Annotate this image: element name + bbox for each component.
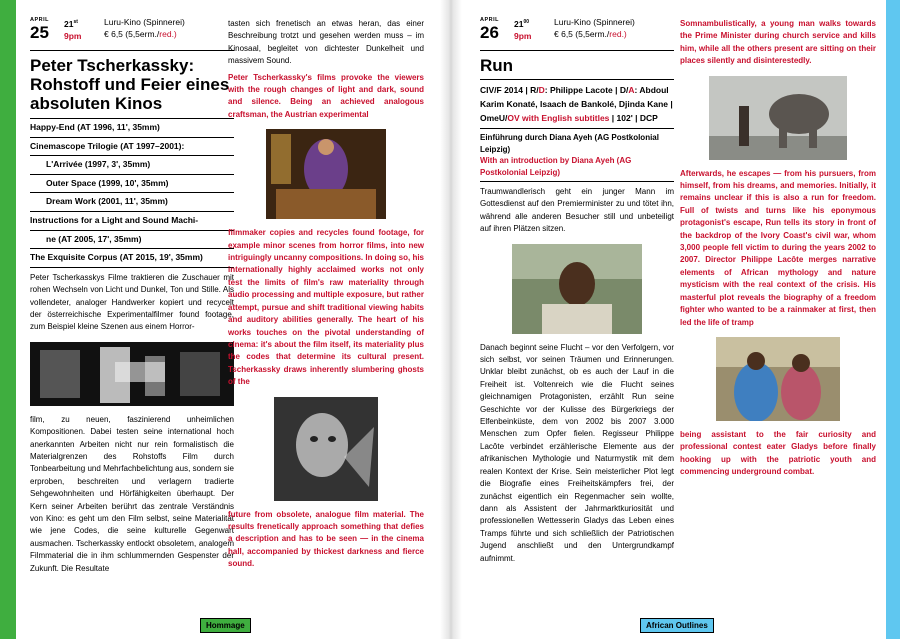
intro-german: Einführung durch Diana Ayeh (AG Postkolonial Leipzig)	[480, 128, 674, 155]
english-text-1: Somnambulistically, a young man walks towards the Prime Minister during church service and kills him, while all the others present are sitting on their places silently and disinterestedly.	[680, 19, 876, 66]
program-item: Outer Space (1999, 10', 35mm)	[30, 175, 234, 194]
left-page	[16, 0, 440, 639]
film-credits: CIV/F 2014 | R/D: Philippe Lacote | D/A: Abdoul Karim Konaté, Isaach de Bankolé, Djinda Kane | OmeU/OV with English subtitles | 102' | DCP	[480, 85, 673, 123]
german-text-2: Danach beginnt seine Flucht – vor den Verfolgern, vor sich selbst, vor seinen Träumen und Erinnerungen. Unklar bleibt zunächst, ob es auch der Lauf in die Freiheit ist. Voltenreich wie die Flucht seines gleichnamigen Protagonisten, erzählt Run seine Geschichte vor der Kulisse des Bürgerkriegs der Elfenbeinküste, dem von 2002 bis 2007 3.000 Menschen zum Opfer fielen. Regisseur Philippe Lacôte verbindet erzählerische Elemente aus der afrikanischen Mythologie und Naturmystik mit dem realen Kontext der Krise. Sein meisterlicher Plot legt die Biografie eines Freiheitskämpfers frei, der zunächst eigentlich ein Regenmacher sein wollte, dann als Assistent der Jahrmarktkuriosität und professionellen Wettesserin Gladys das Leben eines Tramps führte und sich schließlich der Patriotischen Jugend anschließt und den Untergrundkampf aufnimmt.	[480, 342, 674, 563]
program-item: L'Arrivée (1997, 3', 35mm)	[30, 156, 234, 175]
program-item: Cinemascope Trilogie (AT 1997–2001):	[30, 138, 234, 157]
film-still-elephant-image	[709, 76, 847, 160]
section-tag-african-outlines: African Outlines	[640, 618, 714, 633]
event-hour: $21^{00}$	[514, 18, 530, 29]
film-still-woman-image	[266, 129, 386, 219]
event-hour: 21st	[64, 18, 78, 29]
event-title: Peter Tscherkassky: Rohstoff und Feier eines absoluten Kinos	[30, 50, 234, 113]
section-color-stripe-blue	[886, 0, 900, 639]
event-time: 9pm	[514, 30, 532, 41]
left-column-2	[228, 18, 424, 571]
event-venue: Luru-Kino (Spinnerei)	[554, 17, 635, 27]
film-still-women-image	[716, 337, 840, 421]
event-venue: Luru-Kino (Spinnerei)	[104, 17, 185, 27]
german-text-3: tasten sich frenetisch an etwas heran, das einer Beschreibung trotzt und gesehen werden muss – im Kinosaal, begleitet von dichtester Dunkelheit und massivem Sound.	[228, 19, 424, 66]
english-text-1: Peter Tscherkassky's films provoke the viewers with the rough changes of light and dark, sound and silence. Being an achieved analogous craftsman, the Austrian experimental	[228, 72, 424, 119]
event-month: APRIL	[30, 17, 49, 23]
program-item: Dream Work (2001, 11', 35mm)	[30, 193, 234, 212]
german-text-1: Peter Tscherkasskys Filme traktieren die Zuschauer mit rohen Wechseln von Licht und Dunkel, Ton und Stille. Als vollendeter, analoger Handwerker kopiert und recycelt der österreichische Experimentalfilmer found footage, zum Beispiel kleine Szenen aus einem Horror-	[30, 272, 234, 332]
film-still-face-image	[274, 397, 378, 501]
book-gutter	[440, 0, 462, 639]
film-still-light-image	[30, 342, 234, 406]
event-price: € 6,5 (5,5erm./red.)	[554, 29, 627, 39]
english-text-2: Afterwards, he escapes — from his pursuers, from himself, from his dreams, and memories. Initially, it remains unclear if this is also a run for freedom. Full of twists and turns like his eponymous protagonist's escape, Run tells its story in front of the backdrop of the Ivory Coast's civil war, whom 3,000 people fell victim to during the years 2002 to 2007. Director Philippe Lacôte merges narrative elements of African mythology and nature mysticism with the real context of the crisis. His masterful plot reveals the biography of a freedom fighter who wanted to be a rainmaker at first, then led the life of tramp	[680, 168, 876, 327]
german-text-1: Traumwandlerisch geht ein junger Mann im Gottesdienst auf den Premierminister zu und tötet ihn, während alle anderen Besucher still und unbeteiligt auf ihren Plätzen sitzen.	[480, 187, 674, 234]
program-list	[30, 118, 234, 268]
event-day: 25	[30, 23, 49, 42]
event-time: 9pm	[64, 30, 82, 41]
program-item: The Exquisite Corpus (AT 2015, 19', 35mm)	[30, 249, 234, 268]
event-price: € 6,5 (5,5erm./red.)	[104, 29, 177, 39]
section-tag-hommage: Hommage	[200, 618, 251, 633]
english-text-3: future from obsolete, analogue film material. The results frenetically approach something that defies a description and has to be seen — in the cinema hall, accompanied by thickest darkness and fierce sound.	[228, 509, 424, 569]
english-text-2: filmmaker copies and recycles found footage, for example minor scenes from horror films, into new intriguingly uncanny compositions. In doing so, his internationally highly acclaimed works not only test the limits of film's raw materiality through audio processing and multiple exposure, but rather attempt, pursue and shift traditional viewing habits and auditory abilities generally. The heart of his works touches on the pivotal understanding of cinema: it's about the film itself, its materiality plus the codes that determine its cultural present. Tscherkassky draws inherently slumbering ghosts of the	[228, 228, 425, 387]
section-color-stripe-green	[0, 0, 16, 639]
event-month: APRIL	[480, 17, 499, 23]
film-still-man-image	[512, 244, 642, 334]
event-day: 26	[480, 23, 499, 42]
event-header	[480, 16, 674, 42]
event-title: Run	[480, 50, 674, 80]
right-column-2	[680, 18, 876, 479]
german-text-2: film, zu neuen, faszinierend unheimlichen Kompositionen. Dabei testen seine international hoch anerkannten Arbeiten nicht nur rein formalistisch die Materialgrenzen des Rohstoffs Film durch Tonbearbeitung und Mehrfachbelichtung aus, sondern sie erproben, beschreiten und verlagern tradierte Sehgewohnheiten und Hörfähigkeiten überhaupt. Der Kern seiner Arbeiten berührt das zentrale Verständnis von Kino: es geht um den Film selbst, seine Materialität wie jene Codes, die seine kulturelle Gegenwart ausmachen. Tscherkassky entlockt obsoletem, analogem Filmmaterial die in ihm schlummernden Gespenster der Zukunft. Die Resultate	[30, 414, 234, 573]
english-text-3: being assistant to the fair curiosity and professional contest eater Gladys before finally hooking up with the patriotic youth and commencing underground combat.	[680, 429, 876, 477]
right-column-1	[480, 16, 674, 565]
left-column-1	[30, 16, 234, 575]
program-item: Happy-End (AT 1996, 11', 35mm)	[30, 119, 234, 138]
intro-english: With an introduction by Diana Ayeh (AG Postkolonial Leipzig)	[480, 155, 674, 182]
event-header	[30, 16, 234, 42]
right-page	[462, 0, 886, 639]
program-item: Instructions for a Light and Sound Machi-	[30, 212, 234, 231]
program-item: ne (AT 2005, 17', 35mm)	[30, 231, 234, 250]
